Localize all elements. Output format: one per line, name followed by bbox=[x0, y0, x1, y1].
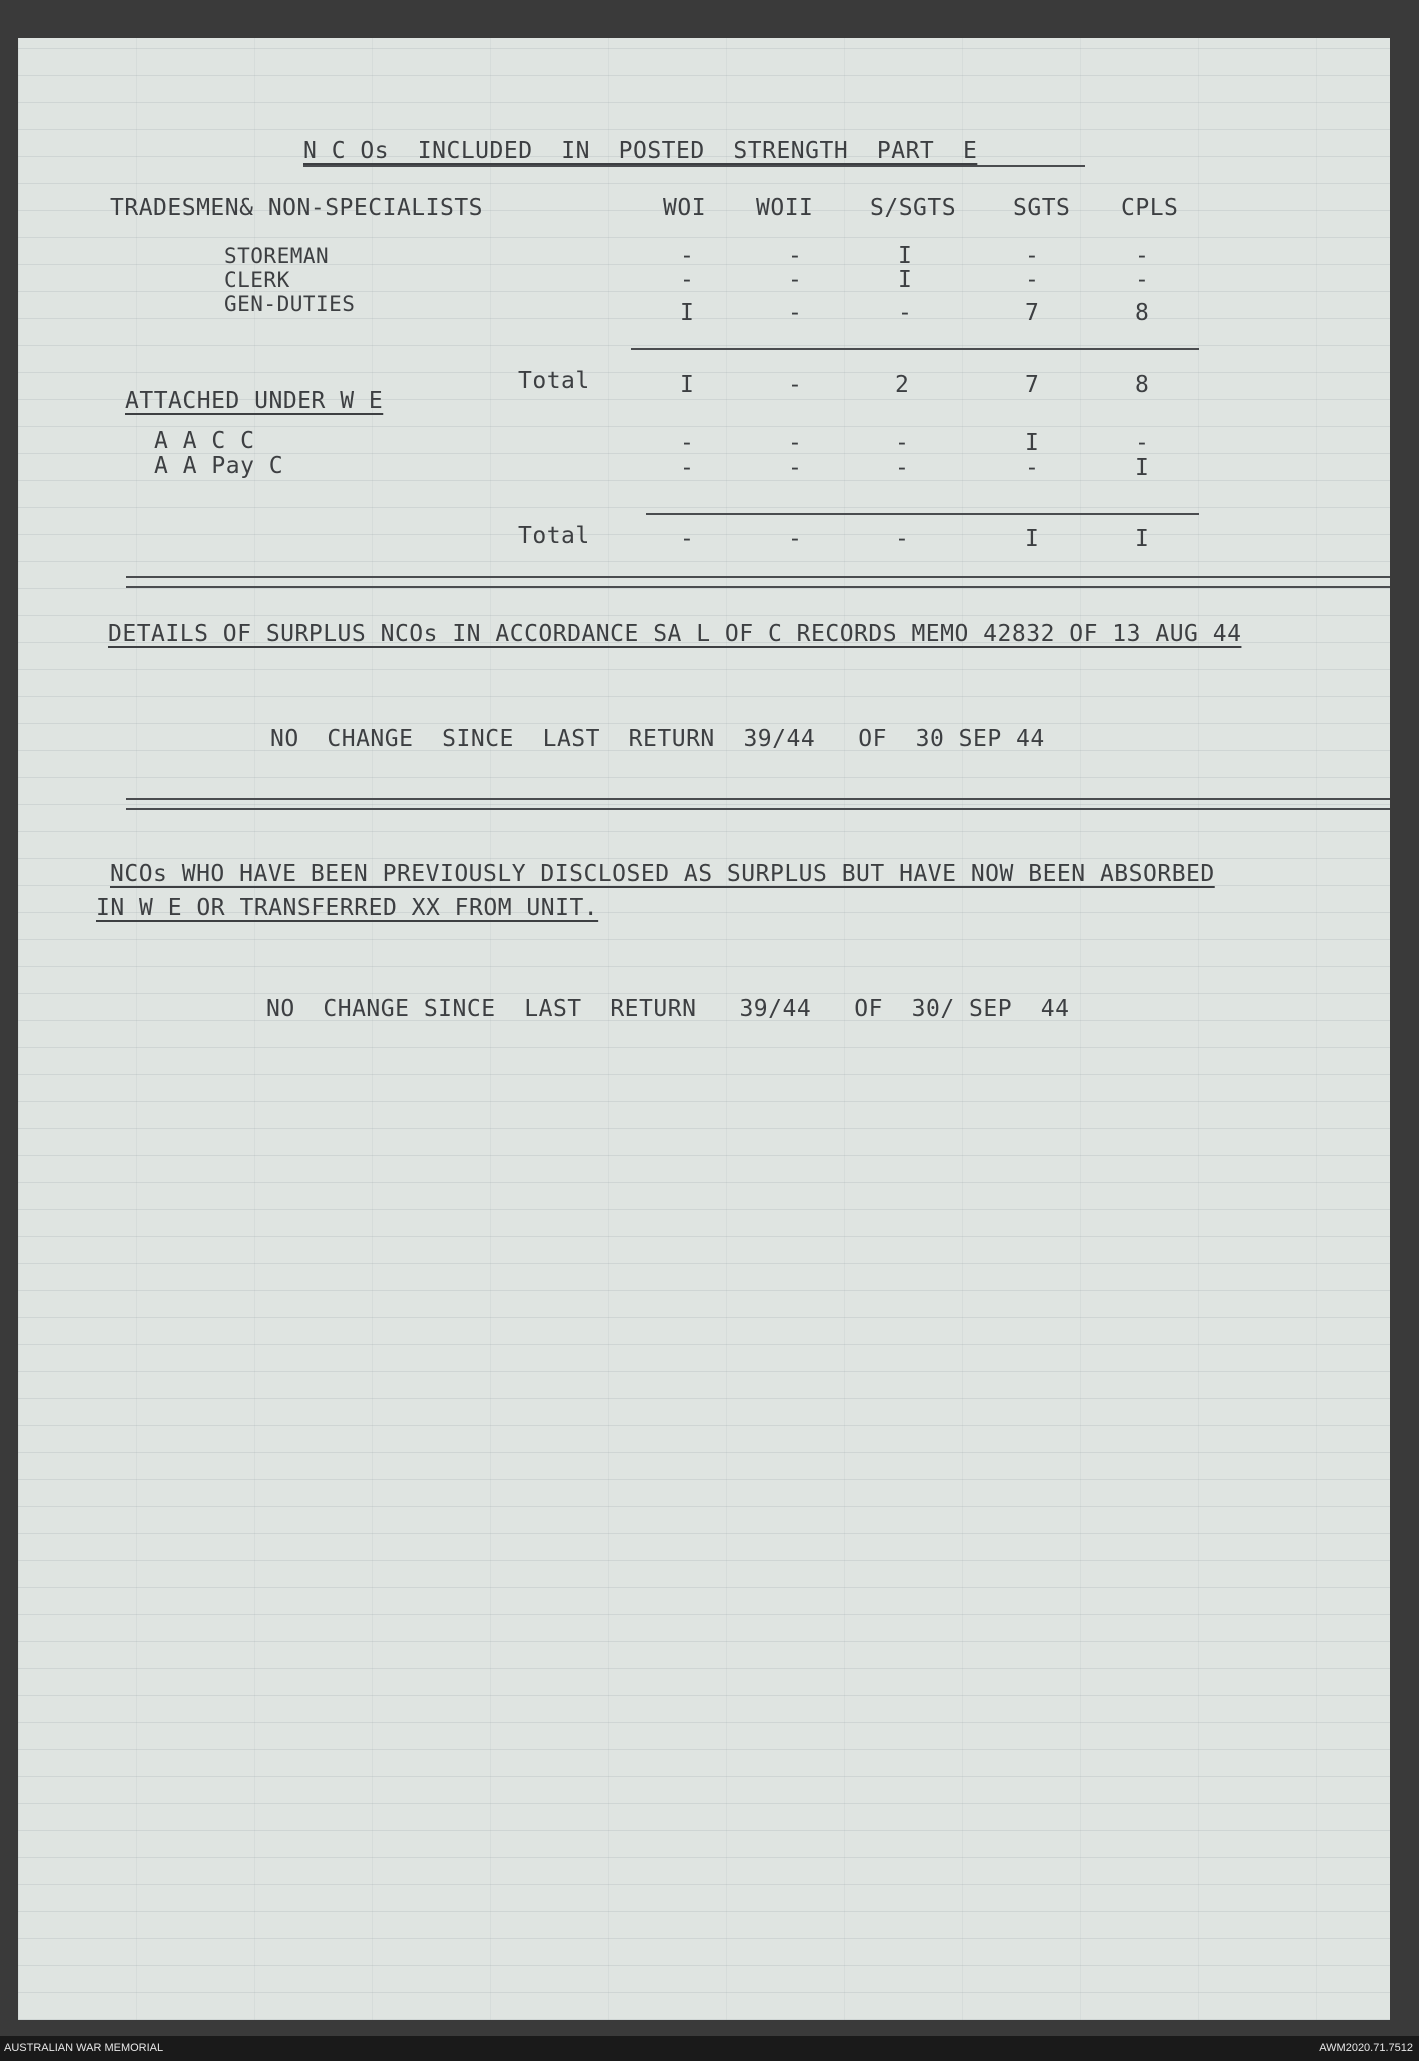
cell: - bbox=[788, 243, 803, 269]
total-label: Total bbox=[518, 523, 590, 549]
section2-label: ATTACHED UNDER W E bbox=[125, 388, 384, 414]
subtotal-rule bbox=[631, 348, 1199, 350]
section-divider bbox=[126, 576, 1390, 578]
cell: - bbox=[788, 430, 803, 456]
col-header-sgts: SGTS bbox=[1013, 195, 1071, 221]
cell: I bbox=[898, 267, 913, 293]
row-label: A A C C bbox=[154, 428, 255, 454]
cell: - bbox=[680, 430, 695, 456]
row-label: A A Pay C bbox=[154, 453, 284, 479]
cell: - bbox=[1135, 267, 1150, 293]
section-divider bbox=[126, 798, 1390, 800]
heading-rule bbox=[303, 165, 1085, 167]
total-cell: 7 bbox=[1025, 372, 1040, 398]
absorbed-note: NO CHANGE SINCE LAST RETURN 39/44 OF 30/ SEP 44 bbox=[266, 996, 1070, 1022]
cell: - bbox=[1135, 430, 1150, 456]
cell: - bbox=[1025, 455, 1040, 481]
total-label: Total bbox=[518, 368, 590, 394]
cell: - bbox=[895, 455, 910, 481]
cell: - bbox=[898, 300, 913, 326]
row-label: STOREMAN bbox=[224, 244, 330, 268]
absorbed-heading-line2: IN W E OR TRANSFERRED XX FROM UNIT. bbox=[96, 895, 599, 921]
cell: - bbox=[788, 455, 803, 481]
cell: - bbox=[1025, 243, 1040, 269]
total-cell: I bbox=[680, 372, 695, 398]
archive-name: AUSTRALIAN WAR MEMORIAL bbox=[4, 2042, 164, 2054]
section1-label: TRADESMEN& NON-SPECIALISTS bbox=[110, 195, 484, 221]
section-divider bbox=[126, 808, 1390, 810]
archive-footer bbox=[0, 2036, 1419, 2061]
row-label: CLERK bbox=[224, 268, 290, 292]
surplus-note: NO CHANGE SINCE LAST RETURN 39/44 OF 30 SEP 44 bbox=[270, 726, 1045, 752]
section-divider bbox=[126, 586, 1390, 588]
cell: I bbox=[1025, 430, 1040, 456]
cell: - bbox=[895, 430, 910, 456]
col-header-woi: WOI bbox=[663, 195, 707, 221]
cell: 8 bbox=[1135, 300, 1150, 326]
cell: - bbox=[788, 267, 803, 293]
total-cell: - bbox=[895, 526, 910, 552]
archive-reference: AWM2020.71.7512 bbox=[1319, 2042, 1413, 2054]
row-label: GEN-DUTIES bbox=[224, 292, 356, 316]
total-cell: - bbox=[788, 526, 803, 552]
cell: - bbox=[788, 300, 803, 326]
cell: 7 bbox=[1025, 300, 1040, 326]
cell: - bbox=[1025, 267, 1040, 293]
cell: I bbox=[1135, 455, 1150, 481]
cell: - bbox=[680, 243, 695, 269]
cell: I bbox=[898, 243, 913, 269]
col-header-woii: WOII bbox=[756, 195, 814, 221]
document-page bbox=[18, 38, 1390, 2020]
total-cell: I bbox=[1025, 526, 1040, 552]
cell: - bbox=[1135, 243, 1150, 269]
cell: I bbox=[680, 300, 695, 326]
subtotal-rule bbox=[646, 513, 1199, 515]
cell: - bbox=[680, 455, 695, 481]
total-cell: - bbox=[788, 372, 803, 398]
total-cell: 8 bbox=[1135, 372, 1150, 398]
total-cell: I bbox=[1135, 526, 1150, 552]
col-header-ssgts: S/SGTS bbox=[870, 195, 957, 221]
absorbed-heading-line1: NCOs WHO HAVE BEEN PREVIOUSLY DISCLOSED AS SURPLUS BUT HAVE NOW BEEN ABSORBED bbox=[110, 861, 1215, 887]
col-header-cpls: CPLS bbox=[1121, 195, 1179, 221]
total-cell: - bbox=[680, 526, 695, 552]
cell: - bbox=[680, 267, 695, 293]
page-heading: N C Os INCLUDED IN POSTED STRENGTH PART E bbox=[303, 138, 978, 164]
total-cell: 2 bbox=[895, 372, 910, 398]
surplus-heading: DETAILS OF SURPLUS NCOs IN ACCORDANCE SA L OF C RECORDS MEMO 42832 OF 13 AUG 44 bbox=[108, 621, 1242, 647]
